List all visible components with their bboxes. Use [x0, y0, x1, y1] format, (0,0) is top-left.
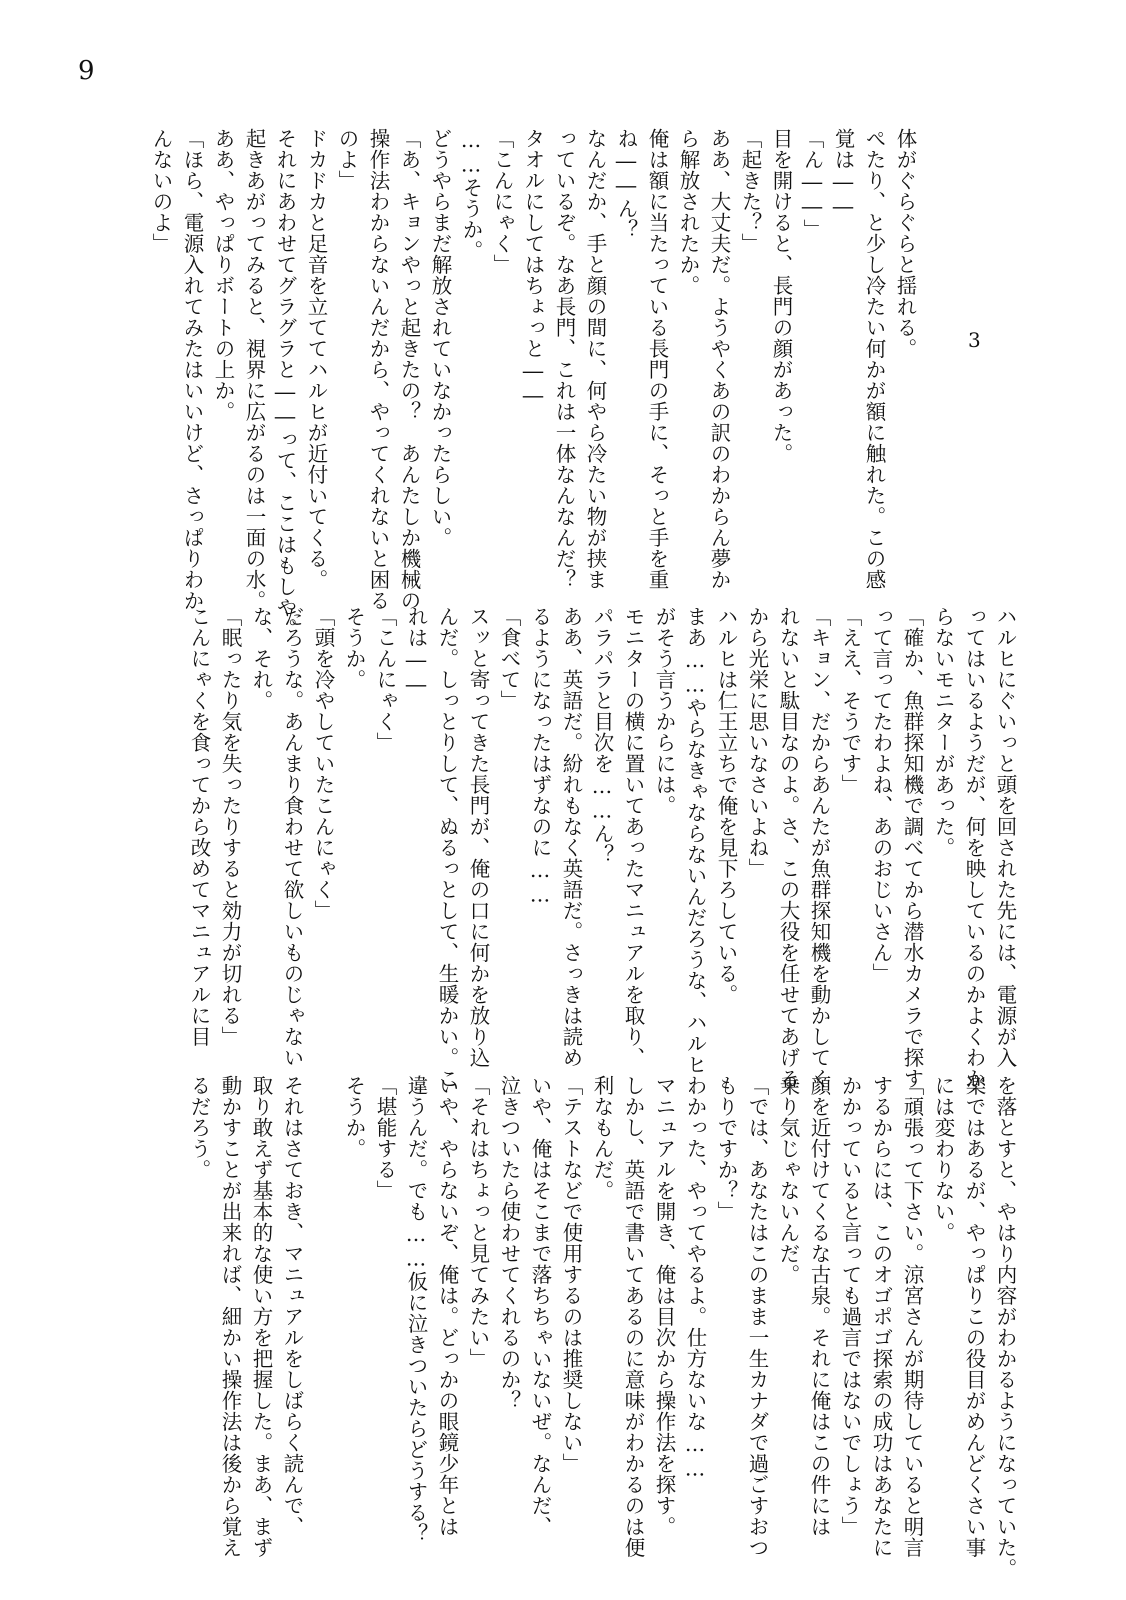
text-line: を落とすと、やはり内容がわかるようになっていた。 [993, 1075, 1017, 1579]
text-line: スッと寄ってきた長門が、俺の口に何かを放り込 [466, 606, 490, 1068]
text-line: 「こんにゃく」 [373, 606, 397, 753]
text-line: 起きあがってみると、視界に広がるのは一面の水。 [242, 128, 266, 611]
text-line: 「頭を冷やしていたこんにゃく」 [311, 606, 335, 921]
text-line: 「堪能する」 [373, 1075, 397, 1201]
text-line: ハルヒは仁王立ちで俺を見下ろしている。 [714, 606, 738, 1005]
text-line: マニュアルを開き、俺は目次から操作法を探す。 [652, 1075, 676, 1537]
text-line: ハルヒにぐいっと頭を回された先には、電源が入 [993, 606, 1017, 1068]
text-line: がそう言うからには。 [652, 606, 676, 816]
text-block-bottom [183, 1075, 1020, 1579]
chapter-number: 3 [968, 328, 981, 352]
text-line: れないと駄目なのよ。さ、この大役を任せてあげる [776, 606, 800, 1089]
text-line: もりですか？」 [714, 1075, 738, 1222]
text-line: 覚は―― [831, 128, 855, 219]
text-line: 「それはちょっと見てみたい」 [466, 1075, 490, 1369]
text-line: ああ、やっぱりボートの上か。 [211, 128, 235, 422]
page-number: 9 [78, 56, 95, 86]
text-line: 乗り気じゃないんだ。 [776, 1075, 800, 1285]
text-line: かかっていると言っても過言ではないでしょう」 [838, 1075, 862, 1537]
text-line: 俺は額に当たっている長門の手に、そっと手を重 [645, 128, 669, 590]
text-block-top [145, 128, 920, 639]
text-line: それはさておき、マニュアルをしばらく読んで、 [280, 1075, 304, 1537]
text-line: タオルにしてはちょっと―― [521, 128, 545, 408]
text-line: るようになったはずなのに…… [528, 606, 552, 907]
text-line: んないのよ」 [149, 128, 173, 254]
text-line: な、それ。 [249, 606, 273, 711]
text-line: わかった、やってやるよ。仕方ないな…… [683, 1075, 707, 1481]
text-line: から光栄に思いなさいよね」 [745, 606, 769, 879]
text-line: そうか。 [342, 1075, 366, 1159]
text-line: 動かすことが出来れば、細かい操作法は後から覚え [218, 1075, 242, 1558]
text-line: っているぞ。なあ長門、これは一体なんなんだ？ [552, 128, 576, 590]
text-line: 「あ、キョンやっと起きたの？ あんたしか機械の [397, 128, 421, 611]
text-line: らないモニターがあった。 [931, 606, 955, 858]
text-line: 楽ではあるが、やっぱりこの役目がめんどくさい事 [962, 1075, 986, 1558]
text-block-middle [183, 606, 1020, 1089]
text-line: 「テストなどで使用するのは推奨しない」 [559, 1075, 583, 1474]
text-line: って言ってたわよね、あのおじいさん」 [869, 606, 893, 984]
text-line: 違うんだ。でも……仮に泣きついたらどうする？ [404, 1075, 428, 1544]
text-line: 「こんにゃく」 [490, 128, 514, 275]
text-line: 「では、あなたはこのまま一生カナダで過ごすおつ [745, 1075, 769, 1558]
text-line: ね――ん？ [614, 128, 638, 240]
text-line: いや、やらないぞ、俺は。どっかの眼鏡少年とは [435, 1075, 459, 1537]
text-line: まあ……やらなきゃならないんだろうな、ハルヒ [683, 606, 707, 1075]
text-line: 「ほら、電源入れてみたはいいけど、さっぱりわか [180, 128, 204, 611]
text-line: 「食べて」 [497, 606, 521, 711]
text-line: ドカドカと足音を立ててハルヒが近付いてくる。 [304, 128, 328, 590]
text-line: なんだか、手と顔の間に、何やら冷たい物が挟ま [583, 128, 607, 590]
text-line: こんにゃくを食ってから改めてマニュアルに目 [187, 606, 211, 1047]
text-line [307, 1075, 338, 1515]
text-line: 取り敢えず基本的な使い方を把握した。まあ、まず [249, 1075, 273, 1558]
text-line: それにあわせてグラグラと――って、ここはもしや。 [273, 128, 297, 639]
text-line: のよ」 [335, 128, 359, 191]
text-line: 泣きついたら使わせてくれるのか？ [497, 1075, 521, 1411]
text-line: しかし、英語で書いてあるのに意味がわかるのは便 [621, 1075, 645, 1558]
text-line: ……そうか。 [459, 128, 483, 261]
text-line: には変わりない。 [931, 1075, 955, 1243]
text-line: 体がぐらぐらと揺れる。 [893, 128, 917, 359]
text-line: 「起きた？」 [738, 128, 762, 254]
text-line: るだろう。 [187, 1075, 211, 1180]
text-line: れは―― [404, 606, 428, 697]
text-line: 「キョン、だからあんたが魚群探知機を動かしてく [807, 606, 831, 1089]
text-line: 「確か、魚群探知機で調べてから潜水カメラで探す [900, 606, 924, 1089]
text-line: 操作法わからないんだから、やってくれないと困る [366, 128, 390, 611]
text-line: するからには、このオゴポゴ探索の成功はあなたに [869, 1075, 893, 1558]
text-line: ぺたり、と少し冷たい何かが額に触れた。この感 [862, 128, 886, 590]
text-line: 目を開けると、長門の顔があった。 [769, 128, 793, 464]
text-line: ら解放されたか。 [676, 128, 700, 296]
text-line: パラパラと目次を……ん？ [590, 606, 614, 865]
text-line: どうやらまだ解放されていなかったらしい。 [428, 128, 452, 548]
text-line: ああ、英語だ。紛れもなく英語だ。さっきは読め [559, 606, 583, 1068]
text-line: んだ。しっとりして、ぬるっとして、生暖かい。こ [435, 606, 459, 1089]
text-line: そうか。 [342, 606, 366, 690]
text-line: ってはいるようだが、何を映しているのかよくわか [962, 606, 986, 1089]
text-line: 「ええ、そうです」 [838, 606, 862, 795]
text-line: 「ん――」 [800, 128, 824, 240]
text-line: いや、俺はそこまで落ちちゃいないぜ。なんだ、 [528, 1075, 552, 1537]
text-line: 利なもんだ。 [590, 1075, 614, 1201]
text-line: 「眠ったり気を失ったりすると効力が切れる」 [218, 606, 242, 1047]
text-line: だろうな。あんまり食わせて欲しいものじゃない [280, 606, 304, 1068]
text-line: モニターの横に置いてあったマニュアルを取り、 [621, 606, 645, 1068]
text-line: 顔を近付けてくるな古泉。それに俺はこの件には [807, 1075, 831, 1537]
text-line: 「頑張って下さい。涼宮さんが期待していると明言 [900, 1075, 924, 1558]
text-line: ああ、大丈夫だ。ようやくあの訳のわからん夢か [707, 128, 731, 590]
